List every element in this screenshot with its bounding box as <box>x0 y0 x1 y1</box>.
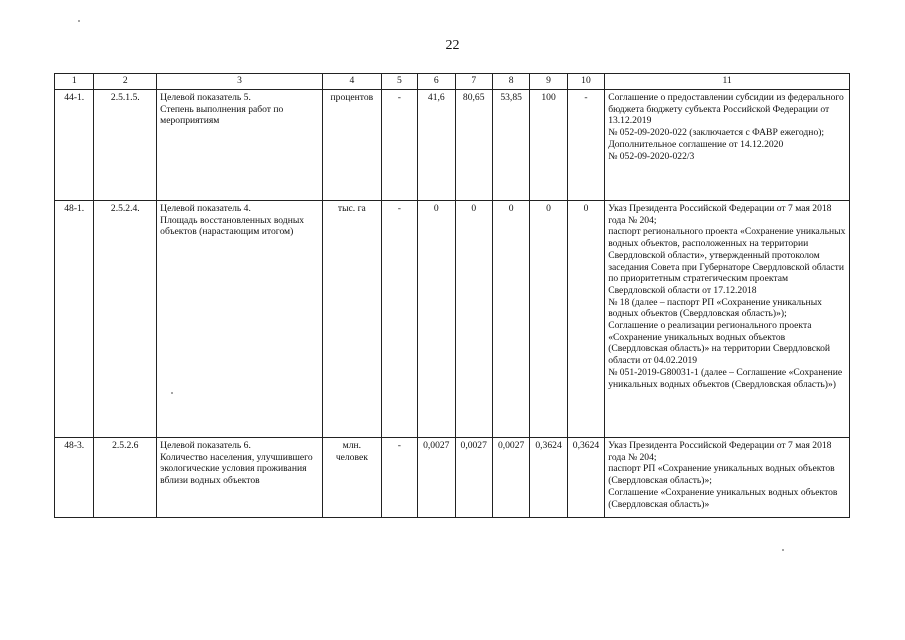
header-row <box>55 74 850 90</box>
basis-cell: Соглашение о предоставлении субсидии из федерального бюджета бюджету субъекта Российской Федерации от 13.12.2019 № 052-09-2020-022 (заключается с ФАВР ежегодно); Дополнительное соглашение от 14.12.2020 № 052-09-2020-022/3 <box>605 90 850 201</box>
scan-speck <box>171 392 173 394</box>
row-code: 2.5.2.4. <box>94 201 157 438</box>
indicator-name: Целевой показатель 6. Количество населения, улучшившего экологические условия проживания вблизи водных объектов <box>157 438 323 518</box>
column-header: 11 <box>605 74 850 90</box>
column-header: 10 <box>567 74 604 90</box>
value-cell: 53,85 <box>492 90 529 201</box>
value-cell: 0 <box>530 201 567 438</box>
value-cell: - <box>567 90 604 201</box>
unit-cell: тыс. га <box>323 201 382 438</box>
table-row <box>55 201 850 438</box>
row-number: 48-3. <box>55 438 94 518</box>
value-cell: 80,65 <box>455 90 492 201</box>
row-number: 48-1. <box>55 201 94 438</box>
value-cell: 0 <box>492 201 529 438</box>
basis-cell: Указ Президента Российской Федерации от 7 мая 2018 года № 204; паспорт РП «Сохранение уникальных водных объектов (Свердловская область)»; Соглашение «Сохранение уникальных водных объектов (Свердловская область)» <box>605 438 850 518</box>
column-header: 9 <box>530 74 567 90</box>
value-cell: 0,0027 <box>418 438 455 518</box>
column-header: 7 <box>455 74 492 90</box>
column-header: 6 <box>418 74 455 90</box>
value-cell: 0 <box>567 201 604 438</box>
row-code: 2.5.1.5. <box>94 90 157 201</box>
column-header: 5 <box>381 74 417 90</box>
scan-speck <box>78 20 80 22</box>
row-number: 44-1. <box>55 90 94 201</box>
indicator-name: Целевой показатель 5. Степень выполнения работ по мероприятиям <box>157 90 323 201</box>
indicator-name: Целевой показатель 4. Площадь восстановленных водных объектов (нарастающим итогом) <box>157 201 323 438</box>
unit-cell: процентов <box>323 90 382 201</box>
basis-cell: Указ Президента Российской Федерации от 7 мая 2018 года № 204; паспорт регионального проекта «Сохранение уникальных водных объектов, расположенных на территории Свердловской области», утвержденный протоколом заседания Совета при Губернаторе Свердловской области по приоритетным стратегическим проектам Свердловской области от 17.12.2018 № 18 (далее – паспорт РП «Сохранение уникальных водных объектов (Свердловская область)»); Соглашение о реализации регионального проекта «Сохранение уникальных водных объектов (Свердловская область)» на территории Свердловской области от 04.02.2019 № 051-2019-G80031-1 (далее – Соглашение «Сохранение уникальных водных объектов (Свердловская область)») <box>605 201 850 438</box>
value-cell: 0,3624 <box>567 438 604 518</box>
value-cell: - <box>381 201 417 438</box>
value-cell: 0,3624 <box>530 438 567 518</box>
indicators-table <box>54 73 850 518</box>
unit-cell: млн. человек <box>323 438 382 518</box>
column-header: 4 <box>323 74 382 90</box>
value-cell: - <box>381 90 417 201</box>
value-cell: 0 <box>455 201 492 438</box>
scan-speck <box>782 549 784 551</box>
page-number: 22 <box>445 38 460 53</box>
value-cell: 0 <box>418 201 455 438</box>
value-cell: 100 <box>530 90 567 201</box>
value-cell: 41,6 <box>418 90 455 201</box>
value-cell: 0,0027 <box>492 438 529 518</box>
column-header: 2 <box>94 74 157 90</box>
column-header: 1 <box>55 74 94 90</box>
column-header: 3 <box>157 74 323 90</box>
table-row <box>55 438 850 518</box>
row-code: 2.5.2.6 <box>94 438 157 518</box>
table-row <box>55 90 850 201</box>
value-cell: 0,0027 <box>455 438 492 518</box>
column-header: 8 <box>492 74 529 90</box>
value-cell: - <box>381 438 417 518</box>
